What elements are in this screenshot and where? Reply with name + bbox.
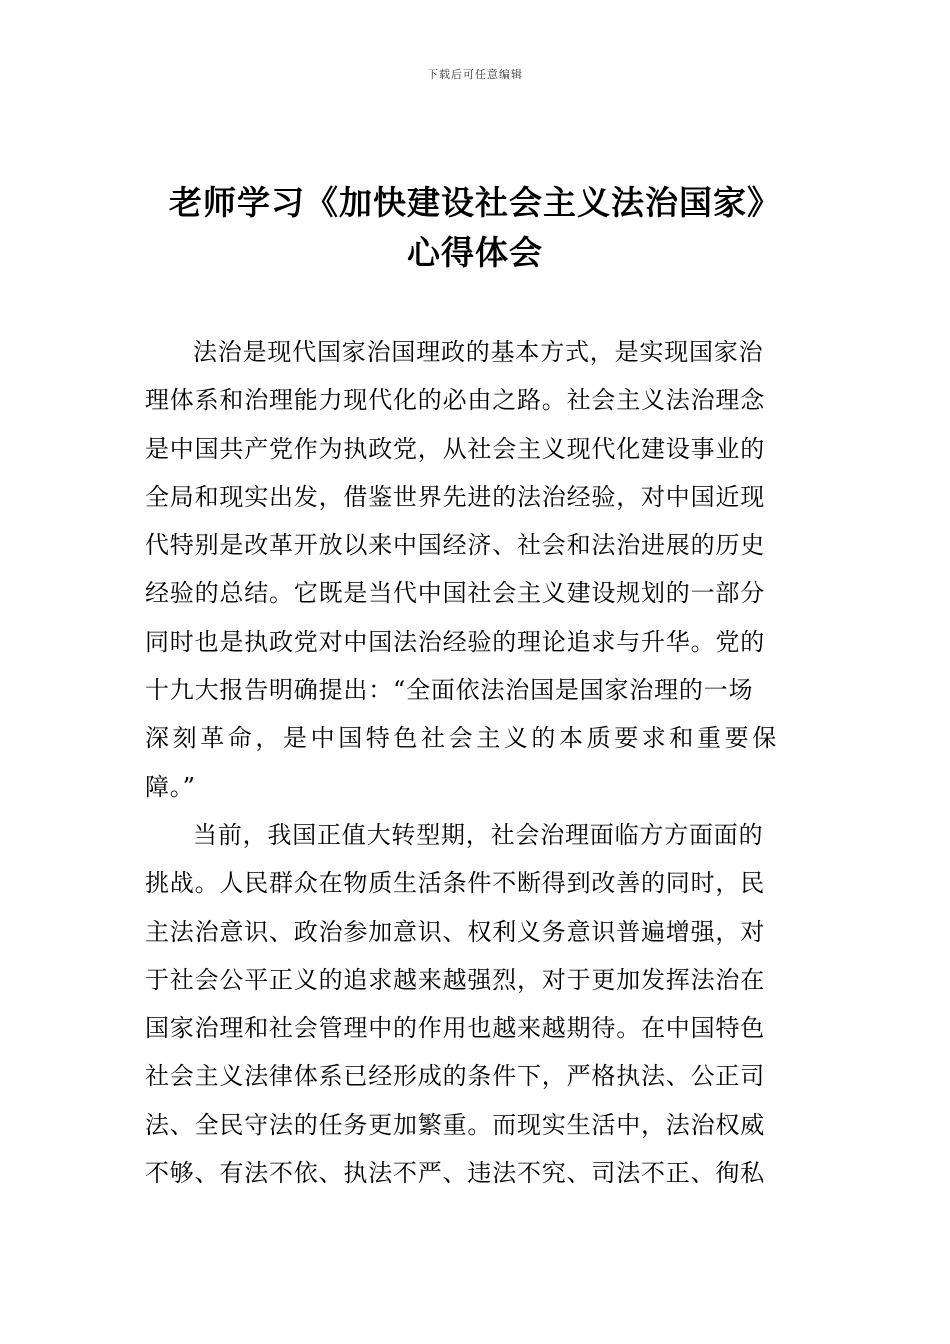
text-line: 是中国共产党作为执政党，从社会主义现代化建设事业的: [145, 434, 765, 463]
text-line: 障。”: [145, 772, 196, 801]
text-line: 十九大报告明确提出：“全面依法治国是国家治理的一场: [145, 676, 754, 705]
text-line: 法治是现代国家治国理政的基本方式，是实现国家治: [193, 338, 764, 366]
text-line: 深刻革命，是中国特色社会主义的本质要求和重要保: [145, 724, 780, 753]
text-line: 代特别是改革开放以来中国经济、社会和法治进展的历史: [145, 531, 765, 560]
text-line: 当前，我国正值大转型期，社会治理面临方方面面的: [193, 820, 764, 849]
text-line: 同时也是执政党对中国法治经验的理论追求与升华。党的: [145, 627, 765, 656]
text-line: 于社会公平正义的追求越来越强烈，对于更加发挥法治在: [145, 965, 765, 994]
text-line: 理体系和治理能力现代化的必由之路。社会主义法治理念: [145, 386, 765, 415]
paragraph-1: [145, 328, 805, 811]
text-line: 不够、有法不依、执法不严、违法不究、司法不正、徇私: [145, 1159, 765, 1188]
document-body: [145, 328, 805, 1197]
text-line: 主法治意识、政治参加意识、权利义务意识普遍增强，对: [145, 917, 765, 946]
text-line: 国家治理和社会管理中的作用也越来越期待。在中国特色: [145, 1014, 765, 1043]
title-line-2: 心得体会: [407, 233, 543, 272]
document-title: [0, 178, 950, 278]
text-line: 社会主义法律体系已经形成的条件下，严格执法、公正司: [145, 1062, 765, 1091]
text-line: 挑战。人民群众在物质生活条件不断得到改善的同时，民: [145, 869, 765, 898]
page-header: 下载后可任意编辑: [427, 68, 523, 81]
text-line: 全局和现实出发，借鉴世界先进的法治经验，对中国近现: [145, 482, 765, 511]
text-line: 经验的总结。它既是当代中国社会主义建设规划的一部分: [145, 579, 765, 608]
paragraph-2: [145, 811, 805, 1197]
text-line: 法、全民守法的任务更加繁重。而现实生活中，法治权威: [145, 1110, 765, 1139]
title-line-1: 老师学习《加快建设社会主义法治国家》: [169, 183, 781, 222]
